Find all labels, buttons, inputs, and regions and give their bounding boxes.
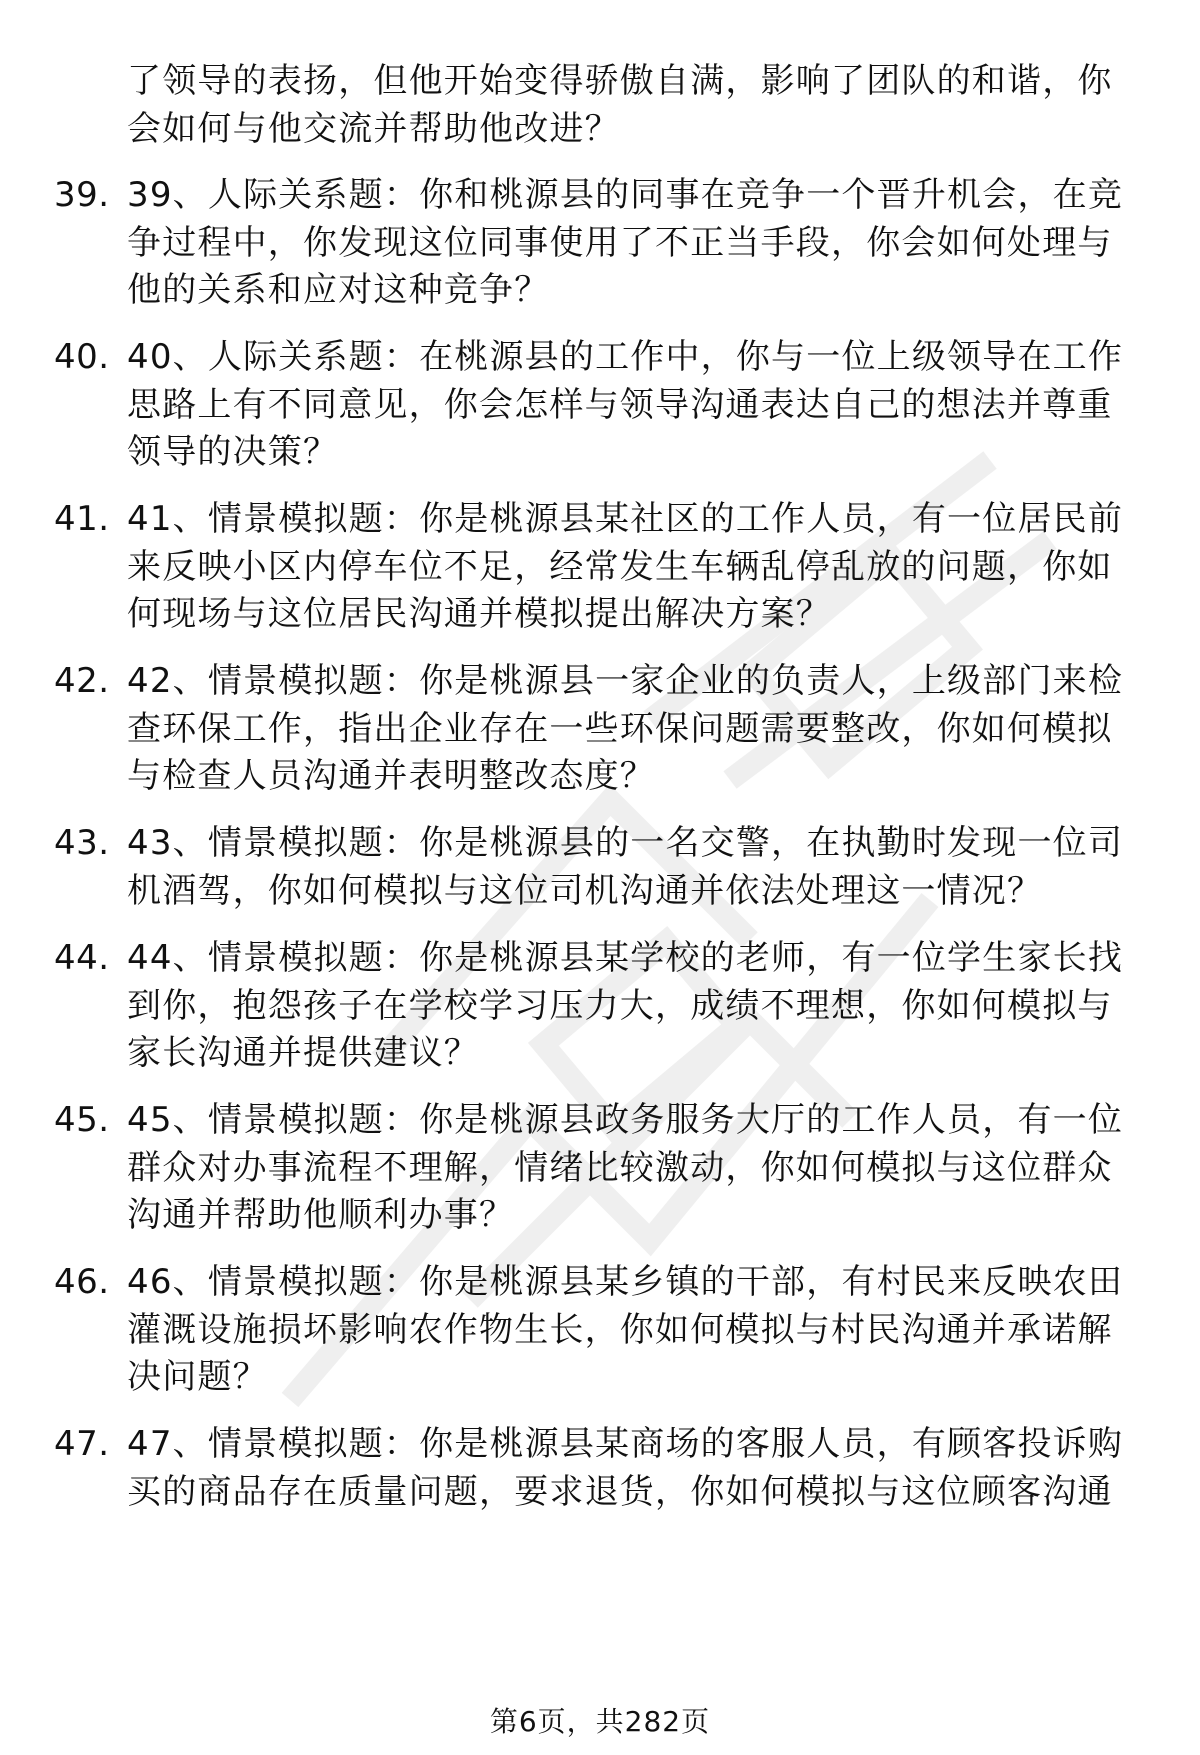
item-number: 41. [54, 499, 110, 539]
question-text: 47、情景模拟题：你是桃源县某商场的客服人员，有顾客投诉购买的商品存在质量问题，要求退货，你如何模拟与这位顾客沟通 [127, 1424, 1124, 1512]
item-number: 43. [54, 823, 110, 863]
question-text: 43、情景模拟题：你是桃源县的一名交警，在执勤时发现一位司机酒驾，你如何模拟与这位司机沟通并依法处理这一情况？ [127, 823, 1124, 911]
item-number: 44. [54, 938, 110, 978]
item-number: 42. [54, 661, 110, 701]
question-text: 42、情景模拟题：你是桃源县一家企业的负责人，上级部门来检查环保工作，指出企业存在一些环保问题需要整改，你如何模拟与检查人员沟通并表明整改态度？ [127, 661, 1124, 796]
question-text: 41、情景模拟题：你是桃源县某社区的工作人员，有一位居民前来反映小区内停车位不足，经常发生车辆乱停乱放的问题，你如何现场与这位居民沟通并模拟提出解决方案？ [127, 499, 1124, 634]
item-number: 45. [54, 1100, 110, 1140]
item-number: 39. [54, 175, 110, 215]
question-text: 39、人际关系题：你和桃源县的同事在竞争一个晋升机会，在竞争过程中，你发现这位同事使用了不正当手段，你会如何处理与他的关系和应对这种竞争？ [127, 175, 1124, 310]
question-text: 45、情景模拟题：你是桃源县政务服务大厅的工作人员，有一位群众对办事流程不理解，情绪比较激动，你如何模拟与这位群众沟通并帮助他顺利办事？ [127, 1100, 1124, 1235]
item-number: 40. [54, 337, 110, 377]
question-text: 40、人际关系题：在桃源县的工作中，你与一位上级领导在工作思路上有不同意见，你会怎样与领导沟通表达自己的想法并尊重领导的决策？ [127, 337, 1124, 472]
page-footer: 第6页，共282页 [489, 1705, 711, 1738]
question-text: 44、情景模拟题：你是桃源县某学校的老师，有一位学生家长找到你，抱怨孩子在学校学习压力大，成绩不理想，你如何模拟与家长沟通并提供建议？ [127, 938, 1124, 1073]
item-number: 47. [54, 1424, 110, 1464]
question-text: 46、情景模拟题：你是桃源县某乡镇的干部，有村民来反映农田灌溉设施损坏影响农作物生长，你如何模拟与村民沟通并承诺解决问题？ [127, 1262, 1124, 1397]
item-number: 46. [54, 1262, 110, 1302]
question-text: 了领导的表扬，但他开始变得骄傲自满，影响了团队的和谐，你会如何与他交流并帮助他改进？ [127, 61, 1113, 149]
